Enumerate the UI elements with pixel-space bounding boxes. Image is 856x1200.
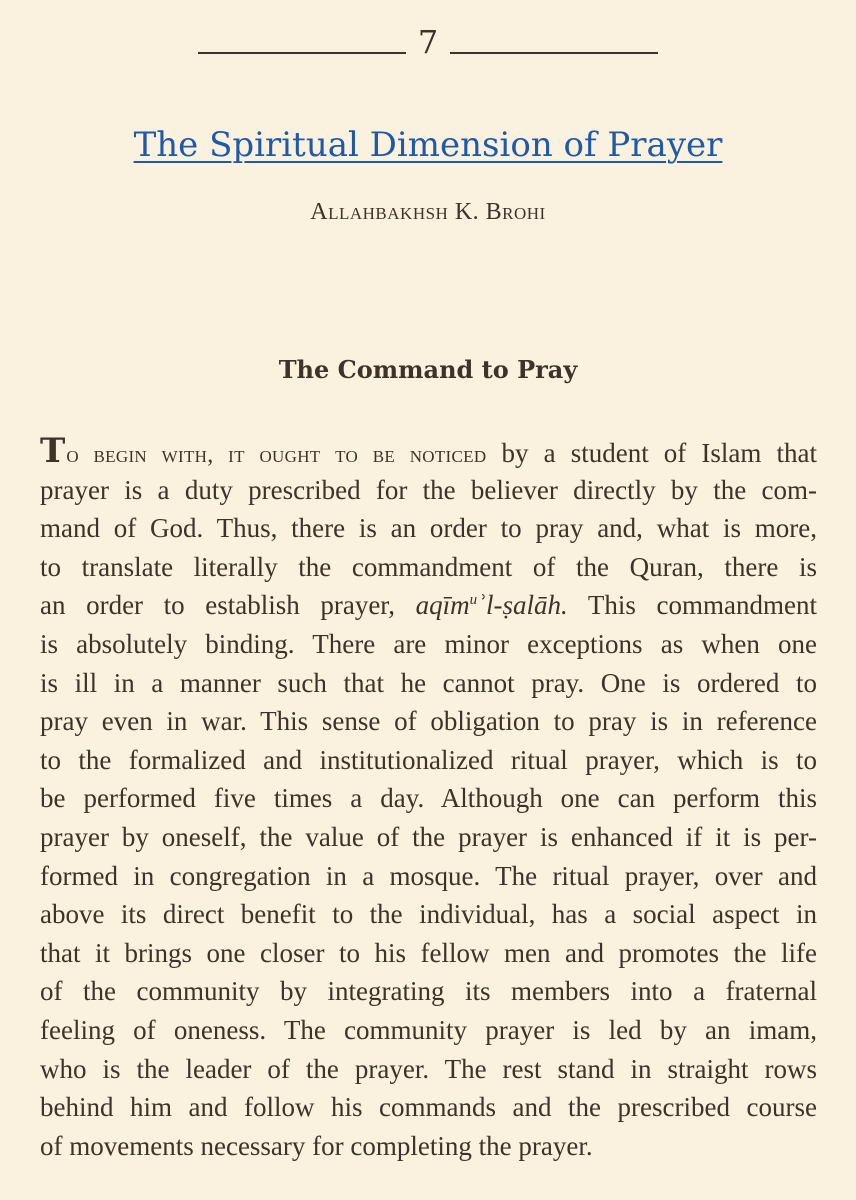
body-line-8: pray even in war. This sense of obligation to pray is in reference: [40, 706, 817, 737]
transliteration-part-b: ʾl-ṣalāh.: [477, 590, 568, 621]
body-line-1-rest: by a student of Islam that: [486, 438, 817, 468]
body-line-5-end: This commandment: [567, 590, 817, 621]
chapter-number: 7: [417, 23, 439, 61]
section-heading: The Command to Pray: [278, 355, 578, 384]
body-line-19: of movements necessary for completing the prayer.: [40, 1130, 593, 1161]
transliteration: [416, 590, 568, 620]
body-line-7: is ill in a manner such that he cannot pray. One is ordered to: [40, 667, 817, 698]
chapter-rule-right: [450, 52, 658, 54]
chapter-title-link[interactable]: The Spiritual Dimension of Prayer: [133, 125, 723, 165]
body-line-9: to the formalized and institutionalized ritual prayer, which is to: [40, 744, 817, 775]
body-line-3: mand of God. Thus, there is an order to pray and, what is more,: [40, 513, 817, 544]
chapter-rule-left: [198, 52, 406, 54]
transliteration-superscript: u: [469, 592, 478, 609]
dropcap: T: [40, 431, 67, 471]
body-line-11: prayer by oneself, the value of the prayer is enhanced if it is per-: [40, 821, 817, 852]
body-line-12: formed in congregation in a mosque. The ritual prayer, over and: [40, 860, 817, 891]
chapter-header: [0, 18, 856, 62]
body-line-4: to translate literally the commandment of the Quran, there is: [40, 551, 817, 582]
body-line-15: of the community by integrating its members into a fraternal: [40, 976, 817, 1007]
body-line-10: be performed five times a day. Although one can perform this: [40, 783, 817, 814]
author-name: Allahbakhsh K. Brohi: [310, 199, 546, 225]
body-line-16: feeling of oneness. The community prayer is led by an imam,: [40, 1014, 817, 1045]
body-line-6: is absolutely binding. There are minor exceptions as when one: [40, 628, 817, 659]
body-line-5-start: an order to establish prayer,: [40, 590, 416, 621]
body-line-13: above its direct benefit to the individual, has a social aspect in: [40, 899, 817, 930]
body-paragraph: [40, 432, 817, 1165]
body-line-5: [40, 586, 817, 625]
body-line-2: prayer is a duty prescribed for the believer directly by the com-: [40, 474, 817, 505]
opening-smallcaps: o begin with, it ought to be noticed: [66, 442, 487, 468]
body-line-1: [40, 432, 817, 471]
body-line-17: who is the leader of the prayer. The rest stand in straight rows: [40, 1053, 817, 1084]
body-line-14: that it brings one closer to his fellow men and promotes the life: [40, 937, 817, 968]
body-line-18: behind him and follow his commands and the prescribed course: [40, 1092, 817, 1123]
transliteration-part-a: aqīm: [415, 590, 470, 621]
